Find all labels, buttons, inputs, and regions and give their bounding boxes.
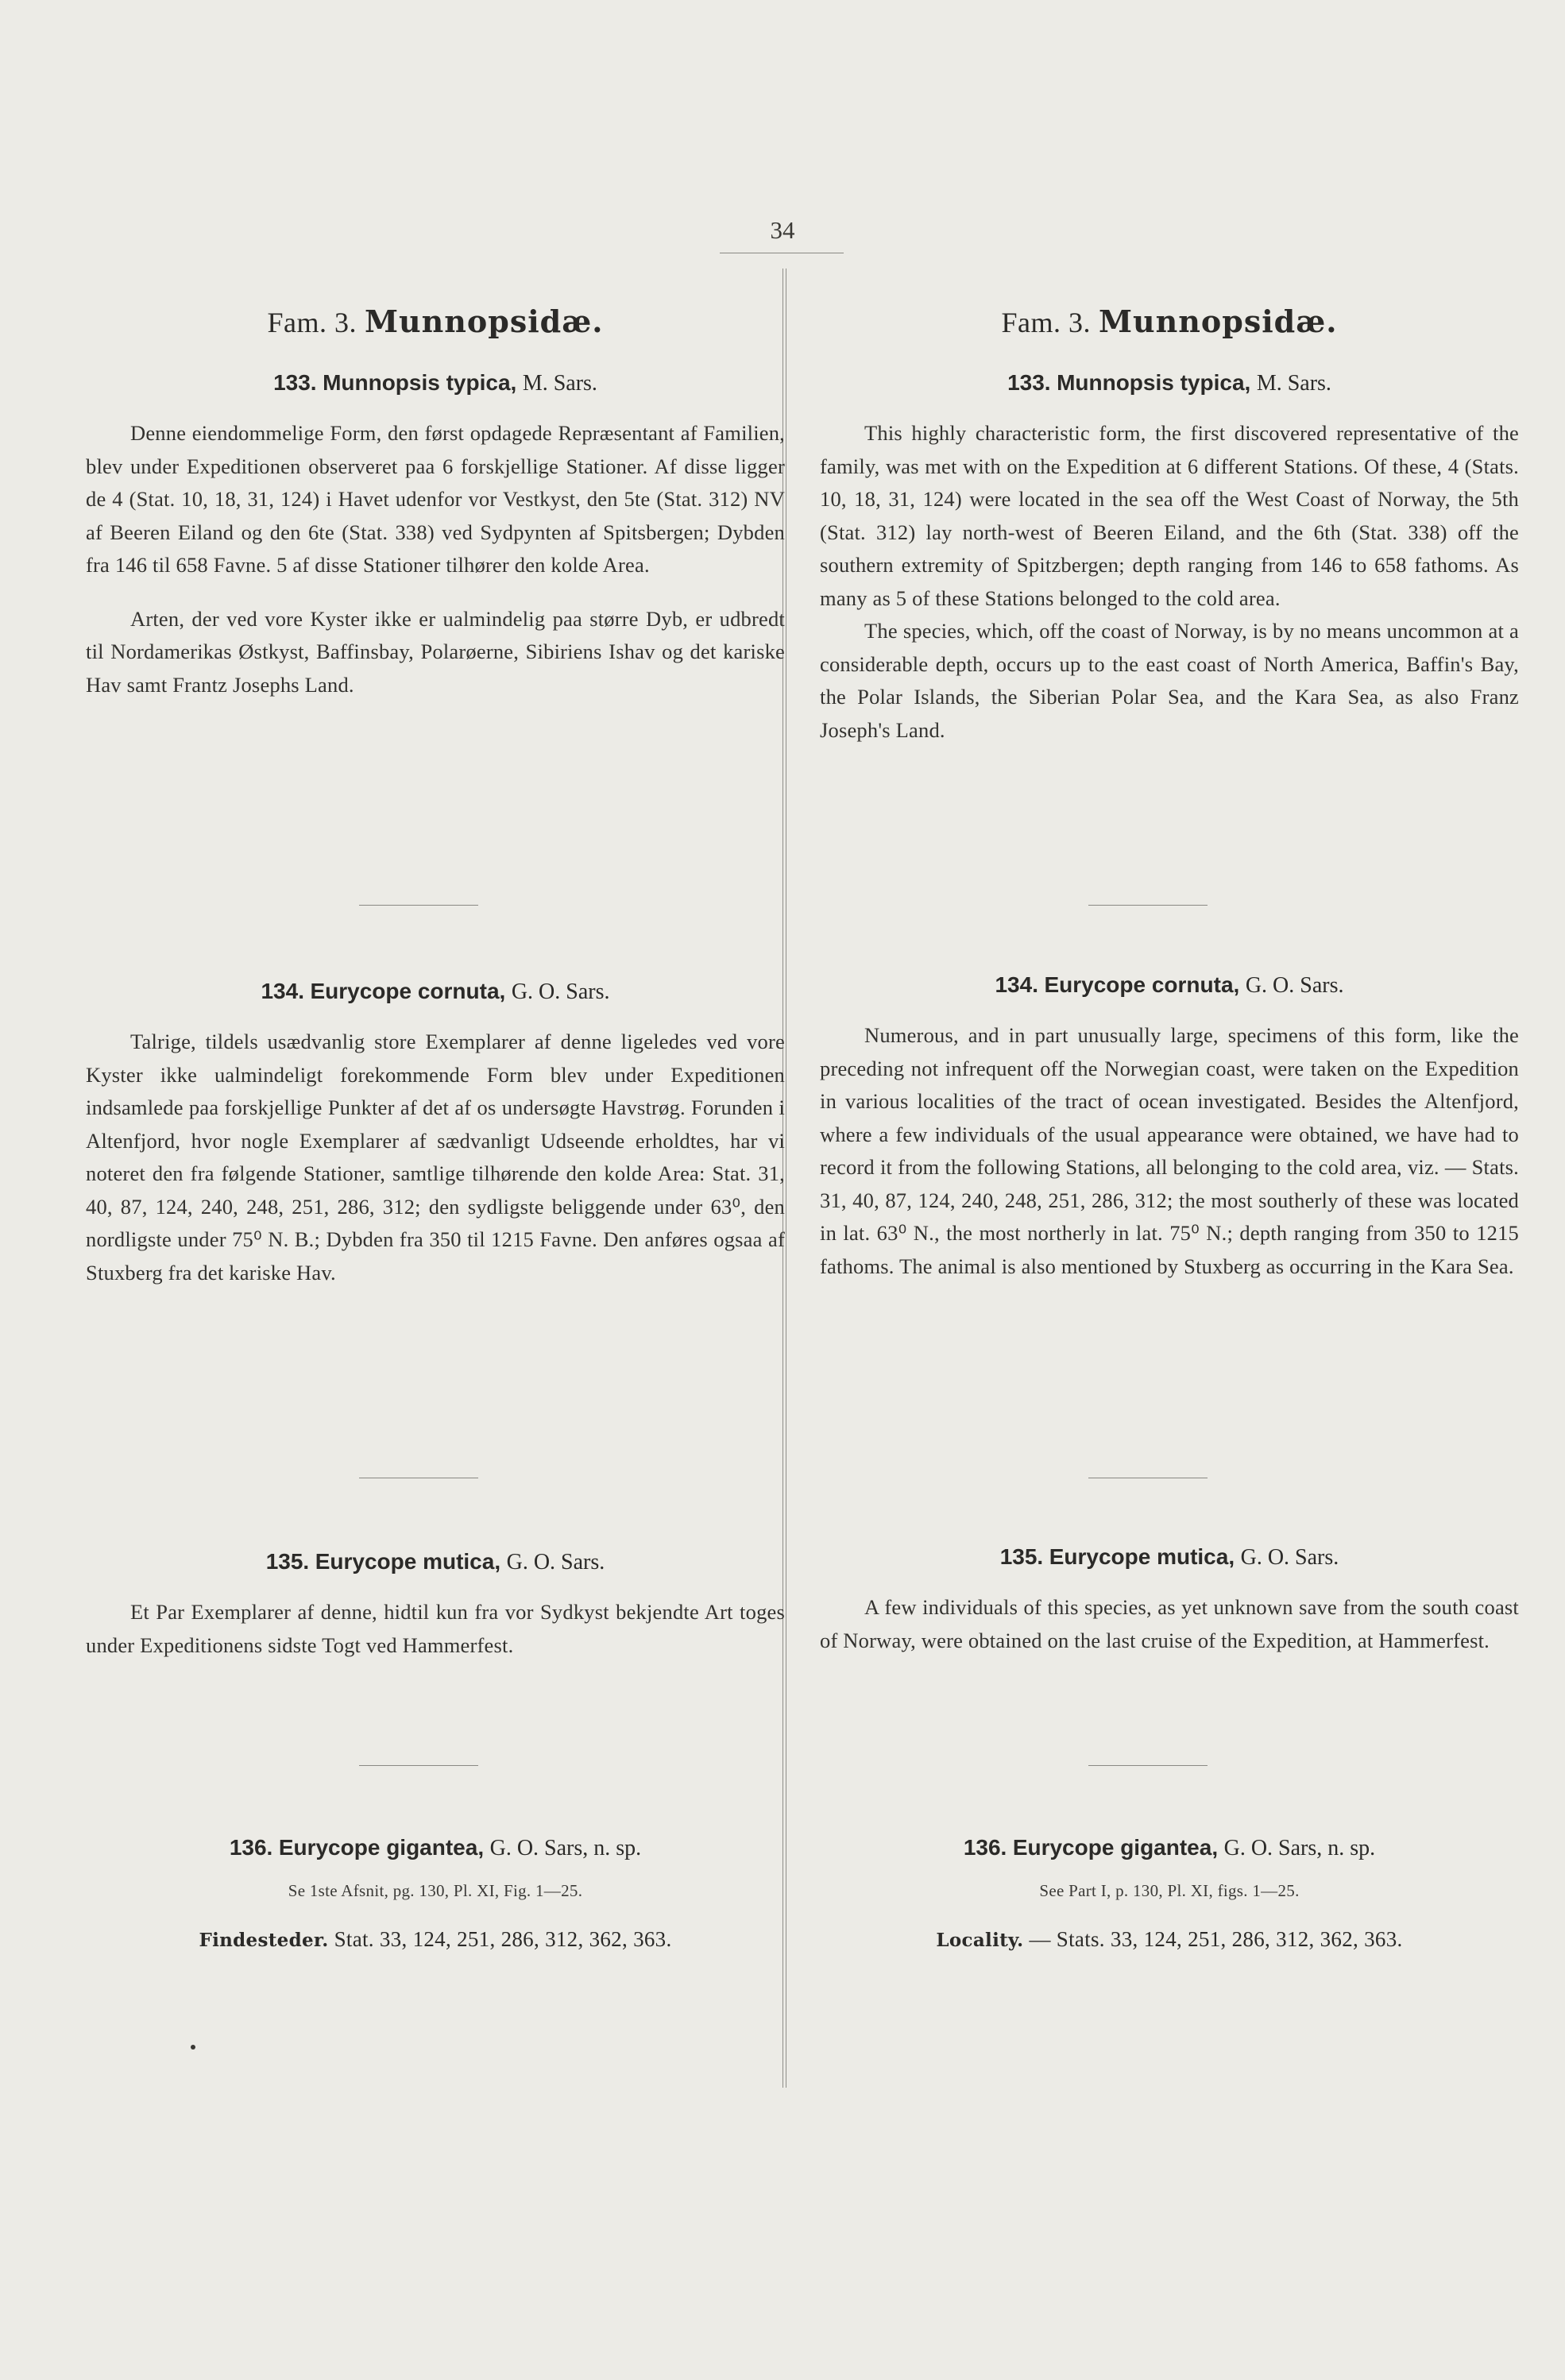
species-heading bbox=[86, 976, 785, 1008]
species-133 bbox=[86, 367, 785, 701]
species-number: 134. bbox=[261, 979, 304, 1003]
locality-label: Findesteder. bbox=[199, 1930, 329, 1951]
species-author: G. O. Sars. bbox=[511, 979, 610, 1004]
section-separator bbox=[359, 1765, 478, 1766]
paragraph: Et Par Exemplarer af denne, hidtil kun fra vor Sydkyst bekjendte Art toges under Expeditionens sidste Togt ved Hammerfest. bbox=[86, 1600, 785, 1657]
species-134 bbox=[820, 969, 1519, 1283]
species-number: 133. bbox=[1007, 370, 1051, 395]
species-author: G. O. Sars, n. sp. bbox=[489, 1836, 642, 1860]
species-name: Eurycope cornuta, bbox=[310, 979, 506, 1003]
family-heading-name: Munnopsidæ. bbox=[1098, 303, 1338, 339]
species-name: Eurycope mutica, bbox=[315, 1549, 501, 1574]
species-author: M. Sars. bbox=[522, 371, 597, 396]
family-heading-prefix: Fam. 3. bbox=[267, 307, 357, 338]
section-separator bbox=[1088, 1765, 1208, 1766]
species-name: Eurycope gigantea, bbox=[1012, 1835, 1219, 1860]
family-heading bbox=[86, 303, 785, 340]
species-author: G. O. Sars. bbox=[1240, 1545, 1339, 1570]
locality-text: Stat. 33, 124, 251, 286, 312, 362, 363. bbox=[334, 1927, 672, 1951]
species-name: Eurycope gigantea, bbox=[278, 1835, 485, 1860]
species-136 bbox=[86, 1832, 785, 1957]
page-number: 34 bbox=[770, 216, 795, 244]
section-separator bbox=[359, 905, 478, 906]
paragraph: Talrige, tildels usædvanlig store Exemplarer af denne ligeledes ved vore Kyster ikke ualmindeligt forekommende Form blev under Expeditionen indsamlede paa forskjellige Punkter af det af os undersøgte Havstrøg. Forunden i Altenfjord, hvor nogle Exemplarer af sædvanligt Udseende erholdtes, har vi noteret den fra følgende Stationer, samtlige tilhørende den kolde Area: Stat. 31, 40, 87, 124, 240, 248, 251, 286, 312; den sydligste beliggende under 63⁰, den nordligste under 75⁰ N. B.; Dybden fra 350 til 1215 Favne. Den anføres ogsaa af Stuxberg fra det kariske Hav. bbox=[86, 1030, 785, 1285]
species-heading bbox=[86, 1546, 785, 1578]
species-author: G. O. Sars, n. sp. bbox=[1223, 1836, 1376, 1860]
species-number: 135. bbox=[265, 1549, 310, 1574]
paragraph: Numerous, and in part unusually large, specimens of this form, like the preceding not infrequent off the Norwegian coast, were taken on the Expedition in various localities of the tract of ocean investigated. Besides the Altenfjord, where a few individuals of the usual appearance were obtained, we have had to record it from the following Stations, all belonging to the cold area, viz. — Stats. 31, 40, 87, 124, 240, 248, 251, 286, 312; the most southerly of these was located in lat. 63⁰ N., the most northerly in lat. 75⁰ N.; depth ranging from 350 to 1215 fathoms. The animal is also mentioned by Stuxberg as occurring in the Kara Sea. bbox=[820, 1023, 1519, 1278]
reference-line: Se 1ste Afsnit, pg. 130, Pl. XI, Fig. 1—25. bbox=[288, 1881, 583, 1900]
species-name: Munnopsis typica, bbox=[323, 370, 517, 395]
species-134 bbox=[86, 976, 785, 1289]
species-heading bbox=[820, 1541, 1519, 1574]
family-heading-prefix: Fam. 3. bbox=[1001, 307, 1091, 338]
species-number: 136. bbox=[229, 1835, 273, 1860]
paragraph: This highly characteristic form, the first discovered representative of the family, was met with on the Expedition at 6 different Stations. Of these, 4 (Stats. 10, 18, 31, 124) were located in the sea off the West Coast of Norway, the 5th (Stat. 312) lay north-west of Beeren Eiland, and the 6th (Stat. 338) off the southern extremity of Spitzbergen; depth ranging from 146 to 658 fathoms. As many as 5 of these Stations belonged to the cold area. bbox=[820, 421, 1519, 610]
family-heading bbox=[820, 303, 1519, 340]
species-name: Munnopsis typica, bbox=[1057, 370, 1251, 395]
species-number: 133. bbox=[273, 370, 317, 395]
section-separator bbox=[1088, 905, 1208, 906]
species-heading bbox=[820, 1832, 1519, 1864]
family-heading-name: Munnopsidæ. bbox=[364, 303, 604, 339]
species-author: G. O. Sars. bbox=[1245, 973, 1344, 998]
paragraph: Arten, der ved vore Kyster ikke er ualmindelig paa større Dyb, er udbredt til Nordamerikas Østkyst, Baffinsbay, Polarøerne, Sibiriens Ishav og det kariske Hav samt Frantz Josephs Land. bbox=[86, 606, 785, 697]
species-136 bbox=[820, 1832, 1519, 1957]
locality-text: — Stats. 33, 124, 251, 286, 312, 362, 363. bbox=[1029, 1927, 1403, 1951]
species-heading bbox=[86, 367, 785, 400]
species-heading bbox=[820, 969, 1519, 1002]
species-number: 136. bbox=[963, 1835, 1007, 1860]
stray-ink-mark bbox=[191, 2045, 195, 2050]
species-heading bbox=[86, 1832, 785, 1864]
species-name: Eurycope mutica, bbox=[1049, 1544, 1235, 1569]
species-author: G. O. Sars. bbox=[506, 1550, 605, 1574]
species-135 bbox=[820, 1541, 1519, 1657]
species-heading bbox=[820, 367, 1519, 400]
paragraph: Denne eiendommelige Form, den først opdagede Repræsentant af Familien, blev under Expeditionen observeret paa 6 forskjellige Stationer. Af disse ligger de 4 (Stat. 10, 18, 31, 124) i Havet udenfor vor Vestkyst, den 5te (Stat. 312) NV af Beeren Eiland og den 6te (Stat. 338) ved Sydpynten af Spitsbergen; Dybden fra 146 til 658 Favne. 5 af disse Stationer tilhører den kolde Area. bbox=[86, 421, 785, 577]
species-133 bbox=[820, 367, 1519, 747]
locality-line bbox=[86, 1923, 785, 1957]
species-number: 134. bbox=[995, 972, 1038, 997]
reference-line: See Part I, p. 130, Pl. XI, figs. 1—25. bbox=[1039, 1881, 1300, 1900]
paragraph: A few individuals of this species, as yet unknown save from the south coast of Norway, were obtained on the last cruise of the Expedition, at Hammerfest. bbox=[820, 1595, 1519, 1652]
species-number: 135. bbox=[999, 1544, 1044, 1569]
locality-line bbox=[820, 1923, 1519, 1957]
locality-label: Locality. bbox=[936, 1930, 1024, 1951]
species-author: M. Sars. bbox=[1256, 371, 1331, 396]
paragraph: The species, which, off the coast of Norway, is by no means uncommon at a considerable depth, occurs up to the east coast of North America, Baffin's Bay, the Polar Islands, the Siberian Polar Sea, and the Kara Sea, as also Franz Joseph's Land. bbox=[820, 619, 1519, 742]
species-name: Eurycope cornuta, bbox=[1044, 972, 1240, 997]
species-135 bbox=[86, 1546, 785, 1662]
